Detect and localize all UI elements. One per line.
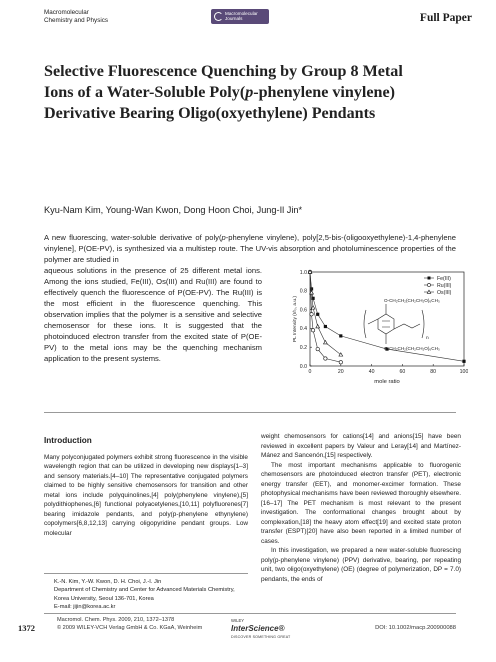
quenching-chart [268, 262, 468, 392]
point-ru [339, 361, 342, 364]
point-fe [339, 334, 342, 337]
introduction-text: Many polyconjugated polymers exhibit strong fluorescence in the visible wavelength region that can be utilized in developing new displays[1–3] and sensory materials.[4–10] The representative conjugated polymers claimed to be highly sensitive chemosensors for transition and other metal ions include polyquinolines,[4] poly(phenylene vinylene),[5] polydithiophenes,[6] functional polyacetylenes,[10,11] polyfluorenes[7] bearing imidazole pendants, and poly(p-phenylene ethynylene) copolymers[6,8,12,13] carrying oligopyridine pendant groups. Low molecular [44, 453, 248, 537]
point-ru [310, 313, 313, 316]
page-number: 1372 [18, 623, 35, 633]
logo-line1: Macromolecular [225, 11, 258, 16]
journal-name [44, 9, 108, 24]
ring-bonds [382, 321, 390, 327]
y-tick-label: 0.2 [299, 345, 307, 351]
logo-line2: Journals [225, 16, 243, 22]
publisher-wiley: WILEY [231, 618, 245, 623]
author-affiliation [44, 573, 248, 611]
right-paragraph-2: The most important mechanisms applicable to fluorogenic chemosensors are photoinduced electron transfer (PET), electronic energy transfer (EET), and monomer-excimer formation. These photophysical mechanisms have been reviewed thoroughly elsewhere.[16–17] The PET mechanism is most relevant to the present investigation. The conformational changes brought about by complexation,[18] the heavy atom effect[19] and excited state proton transfer (ESPT)[20] have also been reported in a limited number of cases. [261, 461, 462, 545]
y-tick-label: 0.6 [299, 307, 307, 314]
section-label: Full Paper [419, 12, 472, 24]
benzene-ring [378, 314, 394, 334]
y-tick-label: 0.4 [299, 326, 307, 333]
x-tick-label: 40 [368, 369, 375, 375]
introduction-heading: Introduction [44, 436, 92, 445]
x-tick-label: 0 [308, 369, 312, 375]
y-tick-label: 0.8 [299, 288, 307, 295]
paper-title: Selective Fluorescence Quenching by Group 8 Metal Ions of a Water-Soluble Poly(p-phenylene vinylene) Derivative Bearing Oligo(oxyethylene) Pendants [44, 63, 403, 122]
journal-logo [211, 9, 269, 24]
journal-name-line2: Chemistry and Physics [44, 16, 109, 24]
section-divider [44, 412, 456, 413]
point-fe [324, 325, 327, 328]
point-ru [316, 347, 319, 350]
point-ru [324, 357, 327, 360]
point-os [339, 353, 343, 356]
point-fe [316, 313, 319, 316]
x-tick-label: 80 [430, 369, 437, 375]
affiliation-department: Department of Chemistry and Center for Advanced Materials Chemistry, Korea University, Seoul 136-701, Korea [54, 587, 235, 602]
right-paragraph-3: In this investigation, we prepared a new water-soluble fluorescing poly(p-phenylene vinylene) (PPV) derivative, bearing, per repeating unit, two oligo(oxyethylene) (OE) (degree of polymerization, DP = 7.0) pendants, the ends of [261, 547, 461, 583]
y-axis-label: PL Intensity (I/I₀, a.u.) [293, 295, 298, 343]
legend-label: Os(III) [437, 289, 452, 296]
series-line-1 [310, 272, 341, 362]
legend-marker-ru [427, 283, 430, 286]
copyright-line: © 2009 WILEY-VCH Verlag GmbH & Co. KGaA, Weinheim [57, 624, 203, 631]
citation-line: Macromol. Chem. Phys. 2009, 210, 1372–1378 [57, 617, 175, 623]
structure-bottom-label: O-CH₂CH₂(CH₂CH₂O)₆CH₃ [384, 346, 440, 351]
x-tick-label: 20 [337, 369, 344, 375]
journal-name-line1: Macromolecular [44, 9, 89, 16]
legend-label: Ru(III) [437, 282, 452, 289]
x-tick-label: 60 [399, 369, 406, 375]
structure-top-label: O-CH₂CH₂(CH₂CH₂O)₆CH₃ [384, 298, 440, 303]
author-list: Kyu-Nam Kim, Young-Wan Kwon, Dong Hoon Choi, Jung-Il Jin* [44, 205, 303, 215]
right-paragraph-1: weight chemosensors for cations[14] and anions[15] have been reviewed in excellent papers by Valeur and Leray[14] and Martínez-Mánez and Sancenón,[15] respectively. [261, 433, 461, 459]
doi[interactable]: DOI: 10.1002/macp.200900088 [375, 625, 456, 631]
right-column [261, 432, 461, 584]
publisher-logo [231, 617, 290, 641]
introduction-section [44, 436, 248, 538]
legend-label: Fe(III) [437, 275, 451, 282]
structure-subscript: n [426, 336, 429, 341]
point-ru [311, 329, 314, 332]
publisher-interscience: InterScience® [231, 624, 285, 633]
footer-divider [44, 613, 456, 614]
abstract-full-width: A new fluorescing, water-soluble derivative of poly(p-phenylene vinylene), poly[2,5-bis-(oligooxyethylene)-1,4-phenylene vinylene], P(OE-PV), is synthesized via a multistep route. The UV-vis absorption and photoluminescence properties of the polymer are studied in [44, 233, 456, 264]
point-os [311, 306, 315, 309]
publisher-tagline: DISCOVER SOMETHING GREAT [231, 635, 291, 639]
abstract-left-column: aqueous solutions in the presence of 25 different metal ions. Among the ions studied, Fe(III), Os(III) and Ru(III) are found to effectively quench the fluorescence of P(OE-PV). The Ru(III) is the most efficient in the fluorescence quenching. This observation implies that the polymer is a sensitive and selective chemosensor for these ions. It is suggested that the photoinduced electron transfer from the excited state of P(OE-PV) to the metal ions may be the quenching mechanism application to the present systems. [44, 266, 262, 363]
y-tick-label: 1.0 [299, 269, 307, 276]
point-os [324, 341, 328, 344]
x-axis-label: mole ratio [374, 379, 400, 385]
logo-swirl-icon [214, 12, 223, 21]
y-tick-label: 0.0 [299, 363, 307, 370]
footer-citation [57, 617, 202, 632]
affiliation-email[interactable]: E-mail: jijin@korea.ac.kr [54, 603, 116, 610]
affiliation-names: K.-N. Kim, Y.-W. Kwon, D. H. Choi, J.-I. Jin [54, 579, 162, 585]
point-os [316, 325, 320, 328]
point-fe [462, 360, 465, 363]
legend-marker-fe [428, 277, 431, 280]
x-tick-label: 100 [459, 369, 468, 375]
